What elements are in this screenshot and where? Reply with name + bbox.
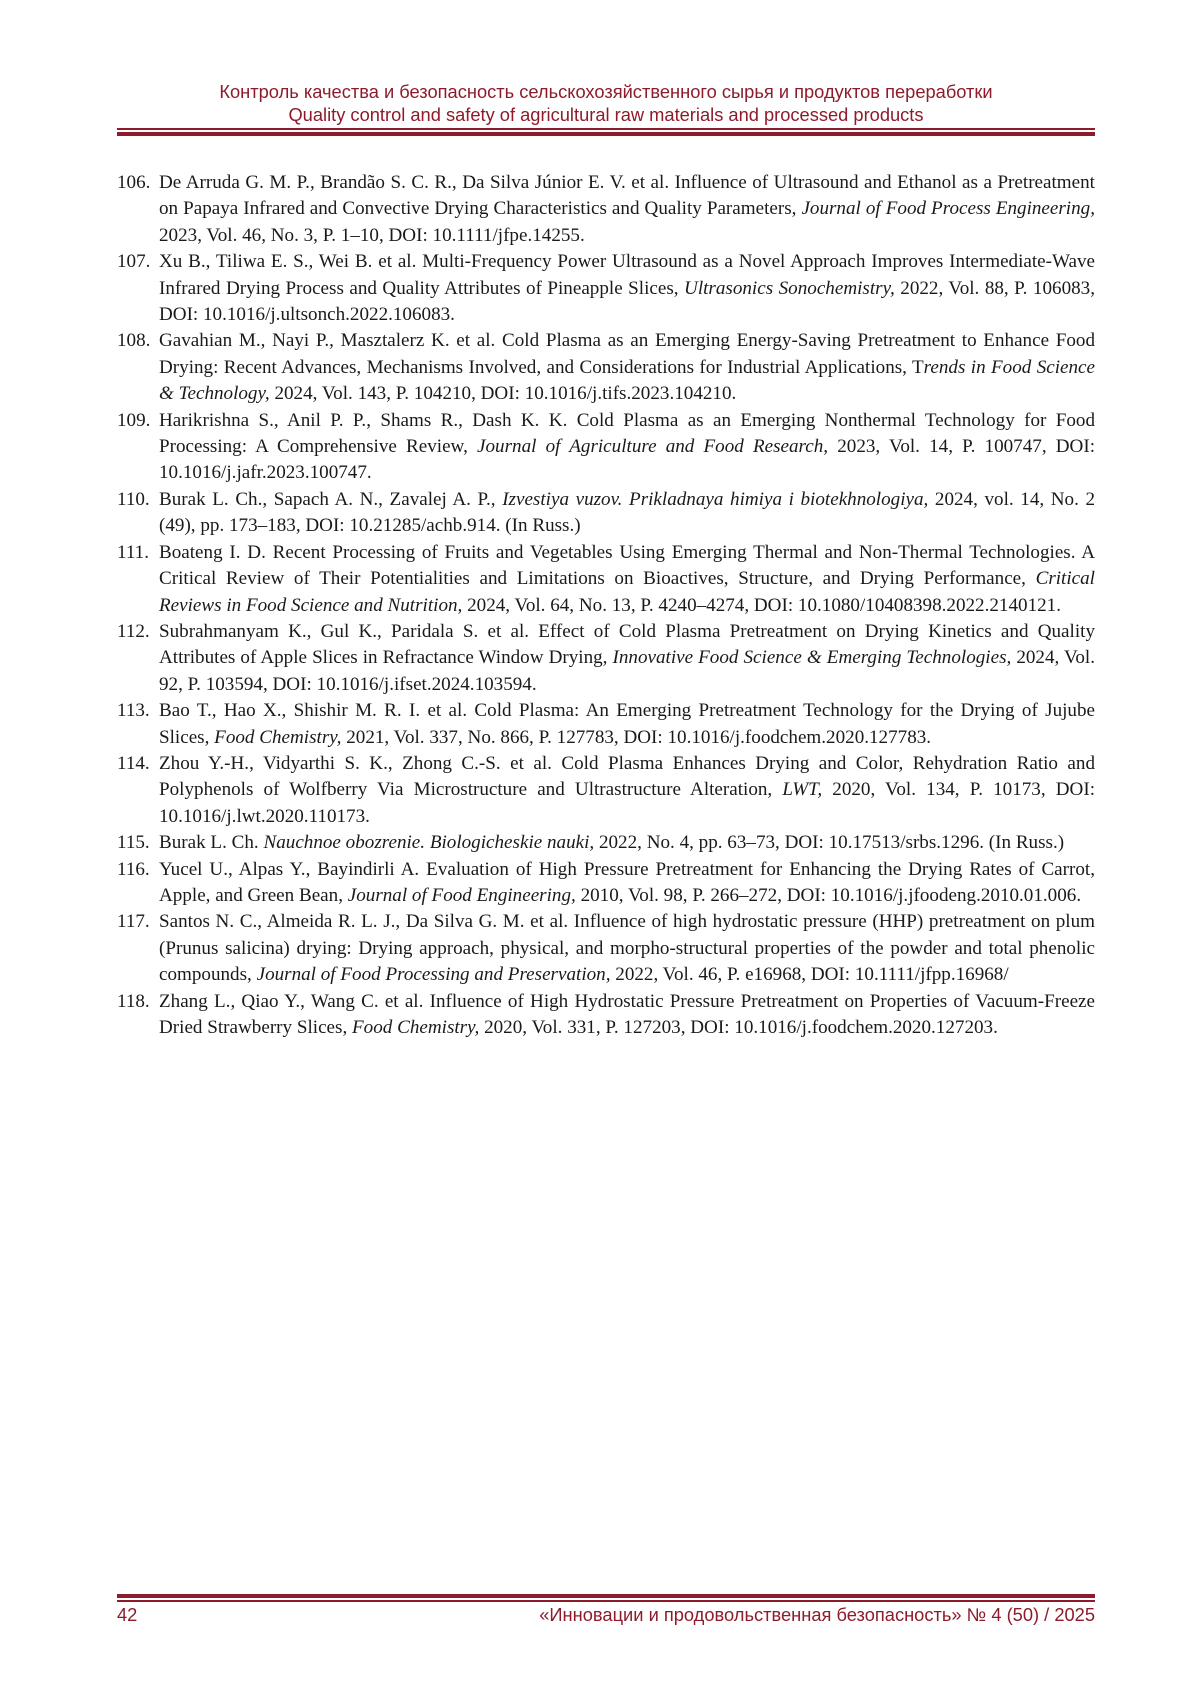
journal-title: Journal of Food Processing and Preservation, xyxy=(256,964,611,986)
journal-title: LWT, xyxy=(782,779,823,801)
journal-title: Food Chemistry, xyxy=(352,1017,480,1038)
reference-item xyxy=(117,170,1095,249)
reference-number: 109. xyxy=(117,409,151,431)
reference-item xyxy=(117,698,1095,751)
reference-number: 112. xyxy=(117,620,150,642)
reference-item xyxy=(117,249,1095,328)
reference-number: 107. xyxy=(117,251,151,273)
journal-title: Nauchnoe obozrenie. Biologicheskie nauki, xyxy=(263,832,595,854)
reference-item xyxy=(117,909,1095,988)
page-number: 42 xyxy=(117,1604,138,1625)
reference-number: 106. xyxy=(117,172,151,193)
reference-number: 116. xyxy=(117,858,150,880)
journal-title: Journal of Agriculture and Food Research, xyxy=(477,436,829,458)
reference-item xyxy=(117,487,1095,540)
running-footer xyxy=(117,1603,1095,1627)
reference-text: Burak L. Ch., Sapach A. N., Zavalej A. P., Izvestiya vuzov. Prikladnaya himiya i biotekhnologiya, 2024, vol. 14, No. 2 (49), pp. 173–183, DOI: 10.21285/achb.914. (In Russ.) xyxy=(159,488,1096,537)
footer-rule xyxy=(117,1594,1095,1602)
journal-title: Critical Reviews in Food Science and Nutrition, xyxy=(159,568,1095,616)
reference-text: Boateng I. D. Recent Processing of Fruits and Vegetables Using Emerging Thermal and Non-Thermal Technologies. A Critical Review of Their Potentialities and Limitations on Bioactives, Structure, and Drying Performance, Critical Reviews in Food Science and Nutrition, 2024, Vol. 64, No. 13, P. 4240–4274, DOI: 10.1080/10408398.2022.2140121. xyxy=(159,541,1095,616)
reference-text: Harikrishna S., Anil P. P., Shams R., Dash K. K. Cold Plasma as an Emerging Nonthermal Technology for Food Processing: A Comprehensive Review, Journal of Agriculture and Food Research, 2023, Vol. 14, P. 100747, DOI: 10.1016/j.jafr.2023.100747. xyxy=(159,409,1095,484)
reference-item xyxy=(117,540,1095,619)
reference-text: Zhang L., Qiao Y., Wang C. et al. Influence of High Hydrostatic Pressure Pretreatment on Properties of Vacuum-Freeze Dried Strawberry Slices, Food Chemistry, 2020, Vol. 331, P. 127203, DOI: 10.1016/j.foodchem.2020.127203. xyxy=(159,990,1095,1038)
reference-number: 115. xyxy=(117,832,150,854)
journal-title: Food Chemistry, xyxy=(214,726,342,748)
journal-title: Journal of Food Process Engineering, xyxy=(801,198,1095,220)
journal-title: Izvestiya vuzov. Prikladnaya himiya i biotekhnologiya, xyxy=(502,488,929,510)
reference-text: Subrahmanyam K., Gul K., Paridala S. et al. Effect of Cold Plasma Pretreatment on Drying Kinetics and Quality Attributes of Apple Slices in Refractance Window Drying, Innovative Food Science & Emerging Technologies, 2024, Vol. 92, P. 103594, DOI: 10.1016/j.ifset.2024.103594. xyxy=(159,620,1095,695)
reference-number: 110. xyxy=(117,488,150,510)
reference-text: Gavahian M., Nayi P., Masztalerz K. et al. Cold Plasma as an Emerging Energy-Saving Pretreatment to Enhance Food Drying: Recent Advances, Mechanisms Involved, and Considerations for Industrial Applications, Trends in Food Science & Technology, 2024, Vol. 143, P. 104210, DOI: 10.1016/j.tifs.2023.104210. xyxy=(159,330,1096,405)
reference-text: De Arruda G. M. P., Brandão S. C. R., Da Silva Júnior E. V. et al. Influence of Ultrasound and Ethanol as a Pretreatment on Papaya Infrared and Convective Drying Characteristics and Quality Parameters, Journal of Food Process Engineering, 2023, Vol. 46, No. 3, P. 1–10, DOI: 10.1111/jfpe.14255. xyxy=(159,172,1095,246)
reference-list xyxy=(117,170,1095,1041)
reference-number: 108. xyxy=(117,330,151,352)
footer-journal-title: «Инновации и продовольственная безопасность» № 4 (50) / 2025 xyxy=(539,1604,1095,1625)
header-rule xyxy=(117,128,1095,136)
reference-number: 117. xyxy=(117,911,150,933)
reference-item xyxy=(117,328,1095,407)
reference-text: Santos N. C., Almeida R. L. J., Da Silva G. M. et al. Influence of high hydrostatic pressure (HHP) pretreatment on plum (Prunus salicina) drying: Drying approach, physical, and morpho-structural properties of the powder and total phenolic compounds, Journal of Food Processing and Preservation, 2022, Vol. 46, P. e16968, DOI: 10.1111/jfpp.16968/ xyxy=(159,911,1095,986)
journal-title: Journal of Food Engineering, xyxy=(347,884,576,906)
reference-item xyxy=(117,830,1095,856)
reference-item xyxy=(117,857,1095,910)
reference-text: Bao T., Hao X., Shishir M. R. I. et al. Cold Plasma: An Emerging Pretreatment Technology for the Drying of Jujube Slices, Food Chemistry, 2021, Vol. 337, No. 866, P. 127783, DOI: 10.1016/j.foodchem.2020.127783. xyxy=(159,700,1095,748)
reference-item xyxy=(117,619,1095,698)
running-header xyxy=(117,80,1095,126)
reference-text: Zhou Y.-H., Vidyarthi S. K., Zhong C.-S. et al. Cold Plasma Enhances Drying and Color, Rehydration Ratio and Polyphenols of Wolfberry Via Microstructure and Ultrastructure Alteration, LWT, 2020, Vol. 134, P. 10173, DOI: 10.1016/j.lwt.2020.110173. xyxy=(159,752,1095,827)
reference-text: Burak L. Ch. Nauchnoe obozrenie. Biologicheskie nauki, 2022, No. 4, pp. 63–73, DOI: 10.17513/srbs.1296. (In Russ.) xyxy=(159,832,1065,854)
reference-number: 113. xyxy=(117,700,150,722)
reference-item xyxy=(117,751,1095,830)
reference-text: Xu B., Tiliwa E. S., Wei B. et al. Multi-Frequency Power Ultrasound as a Novel Approach Improves Intermediate-Wave Infrared Drying Process and Quality Attributes of Pineapple Slices, Ultrasonics Sonochemistry, 2022, Vol. 88, P. 106083, DOI: 10.1016/j.ultsonch.2022.106083. xyxy=(159,251,1095,326)
reference-item xyxy=(117,408,1095,487)
reference-number: 111. xyxy=(117,541,149,563)
journal-title: Innovative Food Science & Emerging Technologies, xyxy=(612,647,1012,669)
journal-title: Ultrasonics Sonochemistry, xyxy=(684,277,895,299)
reference-number: 114. xyxy=(117,752,150,774)
running-header-en: Quality control and safety of agricultural raw materials and processed products xyxy=(288,104,924,125)
reference-number: 118. xyxy=(117,990,150,1012)
journal-title: rends in Food Science & Technology, xyxy=(159,356,1096,405)
running-header-ru: Контроль качества и безопасность сельскохозяйственного сырья и продуктов переработки xyxy=(219,81,993,102)
reference-text: Yucel U., Alpas Y., Bayindirli A. Evaluation of High Pressure Pretreatment for Enhancing the Drying Rates of Carrot, Apple, and Green Bean, Journal of Food Engineering, 2010, Vol. 98, P. 266–272, DOI: 10.1016/j.jfoodeng.2010.01.006. xyxy=(159,858,1095,906)
reference-item xyxy=(117,989,1095,1042)
